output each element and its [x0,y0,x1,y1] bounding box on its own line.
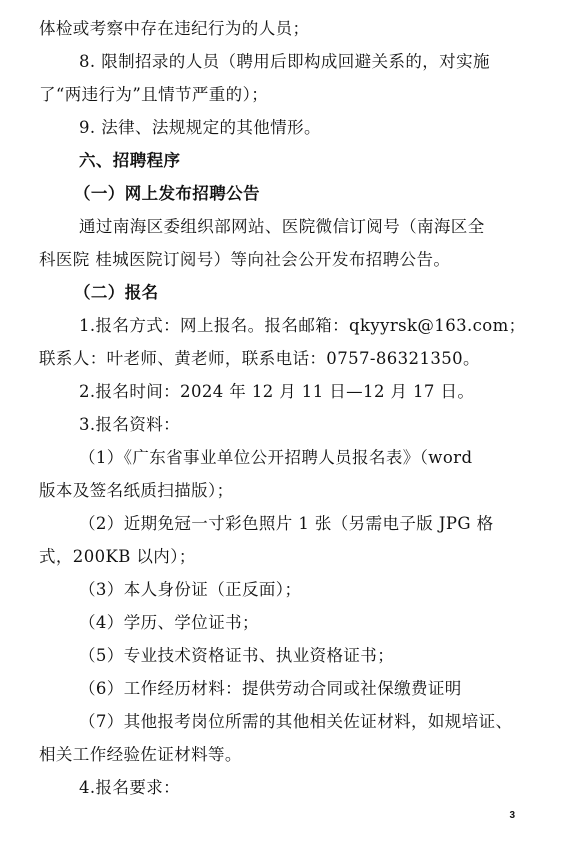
text-line-7: 通过南海区委组织部网站、医院微信订阅号（南海区全 [79,217,485,236]
text-line-11: 联系人：叶老师、黄老师，联系电话：0757-86321350。 [39,349,480,368]
text-line-16: （2）近期免冠一寸彩色照片 1 张（另需电子版 JPG 格 [79,514,494,533]
text-line-10: 1.报名方式：网上报名。报名邮箱：qkyyrsk@163.com； [79,316,526,335]
text-line-20: （5）专业技术资格证书、执业资格证书； [79,646,395,665]
text-line-22: （7）其他报考岗位所需的其他相关佐证材料，如规培证、 [79,712,513,731]
text-line-18: （3）本人身份证（正反面）； [79,580,302,599]
text-line-8: 科医院 桂城医院订阅号）等向社会公开发布招聘公告。 [39,250,451,269]
text-line-24: 4.报名要求： [79,778,181,797]
section-heading-6: 六、招聘程序 [79,151,181,170]
page-number: 3 [509,810,515,821]
text-line-13: 3.报名资料： [79,415,181,434]
text-line-12: 2.报名时间：2024 年 12 月 11 日—12 月 17 日。 [79,382,475,401]
text-line-19: （4）学历、学位证书； [79,613,259,632]
text-line-1: 体检或考察中存在违纪行为的人员； [39,19,310,38]
text-line-21: （6）工作经历材料：提供劳动合同或社保缴费证明 [79,679,462,698]
subsection-heading-2: （二）报名 [74,283,159,302]
text-line-4: 9. 法律、法规规定的其他情形。 [79,118,321,137]
subsection-heading-1: （一）网上发布招聘公告 [74,184,260,203]
text-line-14: （1）《广东省事业单位公开招聘人员报名表》（word [79,448,473,467]
text-line-23: 相关工作经验佐证材料等。 [39,745,242,764]
text-line-17: 式，200KB 以内）； [39,547,196,566]
text-line-3: 了“两违行为”且情节严重的）； [39,85,269,104]
text-line-15: 版本及签名纸质扫描版）； [39,481,234,500]
text-line-2: 8. 限制招录的人员（聘用后即构成回避关系的，对实施 [79,52,490,71]
